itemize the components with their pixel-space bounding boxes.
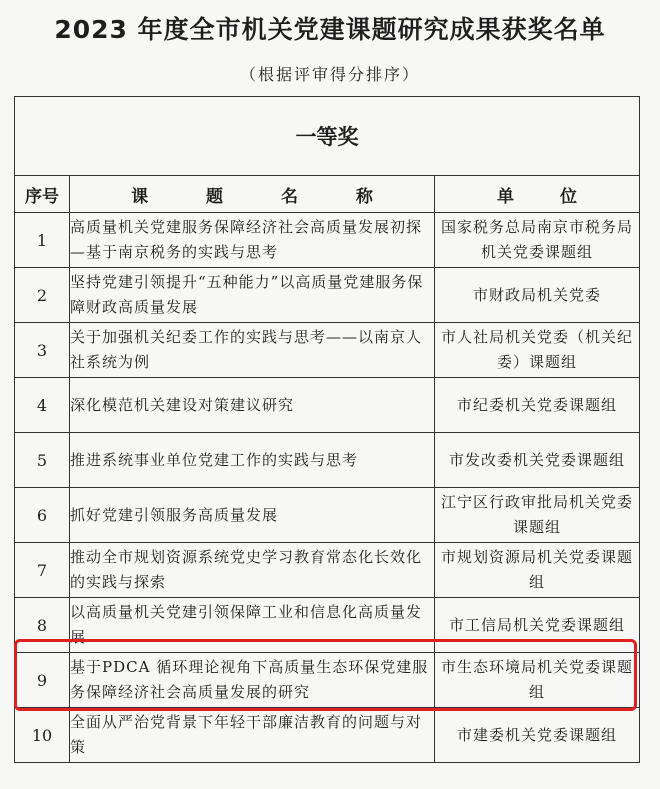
- table-row: [15, 268, 640, 323]
- row-topic: 以高质量机关党建引领保障工业和信息化高质量发展: [70, 598, 435, 653]
- row-unit: 市生态环境局机关党委课题组: [435, 653, 640, 708]
- table-row: [15, 653, 640, 708]
- award-group-row: [15, 97, 640, 176]
- row-topic: 推动全市规划资源系统党史学习教育常态化长效化的实践与探索: [70, 543, 435, 598]
- table-body: [15, 213, 640, 763]
- page-bottom-fade: [0, 770, 660, 789]
- table-row: [15, 543, 640, 598]
- row-number: 1: [15, 213, 70, 268]
- row-topic: 关于加强机关纪委工作的实践与思考——以南京人社系统为例: [70, 323, 435, 378]
- table-row: [15, 433, 640, 488]
- row-unit: 国家税务总局南京市税务局机关党委课题组: [435, 213, 640, 268]
- table-row: [15, 708, 640, 763]
- row-number: 5: [15, 433, 70, 488]
- table-row: [15, 488, 640, 543]
- row-unit: 市纪委机关党委课题组: [435, 378, 640, 433]
- table-row: [15, 323, 640, 378]
- table-row: [15, 378, 640, 433]
- row-number: 7: [15, 543, 70, 598]
- row-topic: 抓好党建引领服务高质量发展: [70, 488, 435, 543]
- award-table: [14, 96, 640, 763]
- header-unit: 单 位: [435, 176, 640, 213]
- document-title: 2023 年度全市机关党建课题研究成果获奖名单: [54, 15, 606, 44]
- row-number: 6: [15, 488, 70, 543]
- document-subtitle: （根据评审得分排序）: [239, 65, 420, 84]
- row-topic: 高质量机关党建服务保障经济社会高质量发展初探—基于南京税务的实践与思考: [70, 213, 435, 268]
- row-unit: 市建委机关党委课题组: [435, 708, 640, 763]
- row-number: 2: [15, 268, 70, 323]
- row-topic: 推进系统事业单位党建工作的实践与思考: [70, 433, 435, 488]
- table-row: [15, 598, 640, 653]
- row-number: 10: [15, 708, 70, 763]
- row-topic: 坚持党建引领提升“五种能力”以高质量党建服务保障财政高质量发展: [70, 268, 435, 323]
- row-unit: 市人社局机关党委（机关纪委）课题组: [435, 323, 640, 378]
- row-number: 8: [15, 598, 70, 653]
- row-topic: 深化模范机关建设对策建议研究: [70, 378, 435, 433]
- row-unit: 江宁区行政审批局机关党委课题组: [435, 488, 640, 543]
- table-row: [15, 213, 640, 268]
- row-unit: 市财政局机关党委: [435, 268, 640, 323]
- award-group-label: 一等奖: [15, 97, 640, 176]
- row-unit: 市工信局机关党委课题组: [435, 598, 640, 653]
- table-header-row: [15, 176, 640, 213]
- row-topic: 全面从严治党背景下年轻干部廉洁教育的问题与对策: [70, 708, 435, 763]
- row-unit: 市规划资源局机关党委课题组: [435, 543, 640, 598]
- row-unit: 市发改委机关党委课题组: [435, 433, 640, 488]
- row-number: 9: [15, 653, 70, 708]
- row-topic: 基于PDCA 循环理论视角下高质量生态环保党建服务保障经济社会高质量发展的研究: [70, 653, 435, 708]
- header-topic: 课 题 名 称: [70, 176, 435, 213]
- row-number: 4: [15, 378, 70, 433]
- header-no: 序号: [15, 176, 70, 213]
- row-number: 3: [15, 323, 70, 378]
